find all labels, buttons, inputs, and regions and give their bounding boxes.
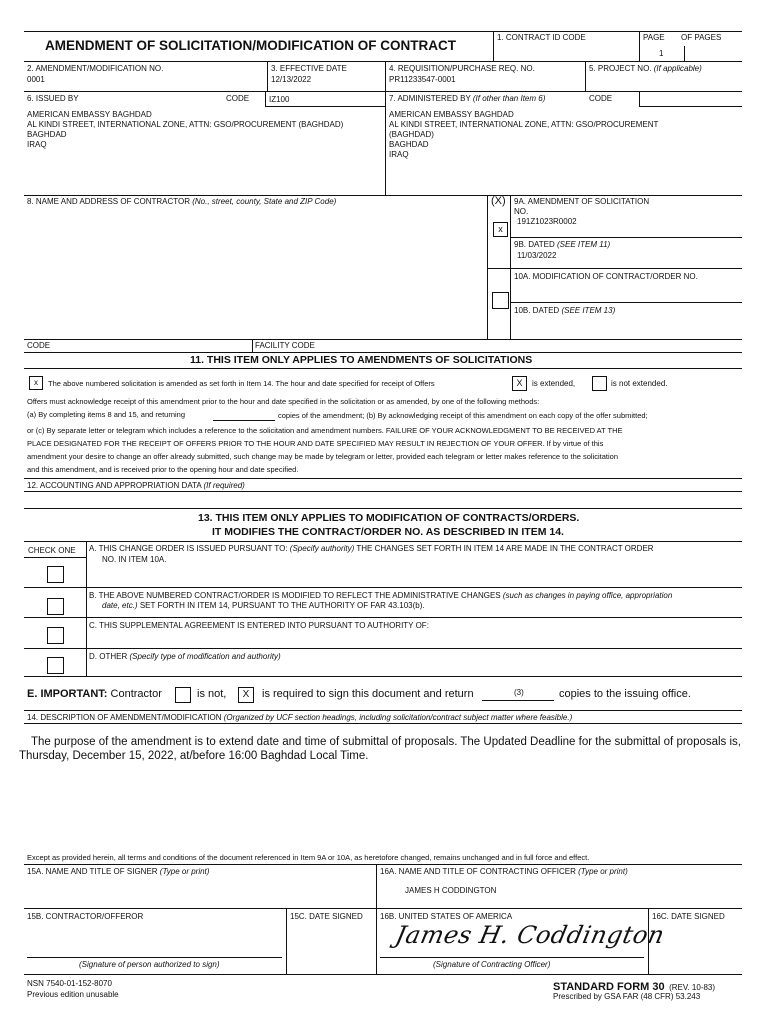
item-12-label: 12. ACCOUNTING AND APPROPRIATION DATA (If required) — [27, 481, 245, 490]
standard-form-label: STANDARD FORM 30 — [553, 981, 665, 993]
requisition-value: PR11233547-0001 — [389, 75, 456, 84]
item-11-line3b: copies of the amendment; (b) By acknowledging receipt of this amendment on each copy of the offer submitted; — [278, 411, 648, 420]
item-13d-checkbox[interactable] — [47, 657, 64, 674]
is-required-label: is required to sign this document and return — [262, 688, 474, 700]
item-11-line4: or (c) By separate letter or telegram which includes a reference to the solicitation and amendment numbers. FAILURE OF YOUR ACKNOWLEDGMENT TO BE RECEIVED AT THE — [27, 426, 623, 435]
of-pages-label: OF PAGES — [681, 33, 722, 42]
check-one-label: CHECK ONE — [28, 546, 76, 555]
item-13a-text2: NO. IN ITEM 10A. — [102, 555, 167, 564]
x-column-label: (X) — [491, 195, 506, 207]
address-line: BAGHDAD — [27, 130, 67, 139]
amendment-no-label: 2. AMENDMENT/MODIFICATION NO. — [27, 64, 164, 73]
contract-id-label: 1. CONTRACT ID CODE — [497, 33, 586, 42]
address-line: BAGHDAD — [389, 140, 429, 149]
copies-text: copies to the issuing office. — [559, 688, 691, 700]
project-no-label: 5. PROJECT NO. (If applicable) — [589, 64, 702, 73]
item-9b-value: 11/03/2022 — [517, 251, 557, 260]
effective-date-value: 12/13/2022 — [271, 75, 312, 84]
not-extended-label: is not extended. — [611, 379, 668, 388]
item-10a-label: 10A. MODIFICATION OF CONTRACT/ORDER NO. — [514, 272, 698, 281]
is-not-label: is not, — [197, 688, 227, 700]
page-value: 1 — [659, 49, 664, 58]
standard-form-rev: (REV. 10-83) — [669, 983, 716, 992]
item-9a-no: NO. — [514, 207, 529, 216]
extended-checkbox[interactable]: X — [512, 376, 527, 391]
item-9a-value: 191Z1023R0002 — [517, 217, 577, 226]
item-13b-checkbox[interactable] — [47, 598, 64, 615]
requisition-label: 4. REQUISITION/PURCHASE REQ. NO. — [389, 64, 535, 73]
item-13c-text: C. THIS SUPPLEMENTAL AGREEMENT IS ENTERED INTO PURSUANT TO AUTHORITY OF: — [89, 621, 429, 630]
item-9-checkbox[interactable]: x — [493, 222, 508, 237]
item-13b-text: B. THE ABOVE NUMBERED CONTRACT/ORDER IS MODIFIED TO REFLECT THE ADMINISTRATIVE CHANGES (such as changes in paying office, appropriation — [89, 591, 673, 600]
item-13b-text2: date, etc.) SET FORTH IN ITEM 14, PURSUANT TO THE AUTHORITY OF FAR 43.103(b). — [102, 601, 425, 610]
item-13a-checkbox[interactable] — [47, 566, 64, 583]
item-11-line3a: (a) By completing items 8 and 15, and returning — [27, 410, 186, 419]
prescribed-by: Prescribed by GSA FAR (48 CFR) 53.243 — [553, 992, 701, 1001]
item-14-label: 14. DESCRIPTION OF AMENDMENT/MODIFICATION (Organized by UCF section headings, including solicitation/contract subject matter where feasible.) — [27, 713, 573, 722]
contractor-label: 8. NAME AND ADDRESS OF CONTRACTOR (No., street, county, State and ZIP Code) — [27, 197, 337, 206]
item-9b-label: 9B. DATED (SEE ITEM 11) — [514, 240, 611, 249]
item-9a-label: 9A. AMENDMENT OF SOLICITATION — [514, 197, 650, 206]
address-line: AMERICAN EMBASSY BAGHDAD — [27, 110, 152, 119]
contractor-code-label: CODE — [27, 341, 51, 350]
copies-blank-line — [213, 420, 275, 421]
date-15c-label: 15C. DATE SIGNED — [290, 912, 363, 921]
administered-by-label: 7. ADMINISTERED BY (If other than Item 6) — [389, 94, 546, 103]
not-extended-checkbox[interactable] — [592, 376, 607, 391]
important-contractor: Contractor — [110, 688, 162, 700]
issued-by-label: 6. ISSUED BY — [27, 94, 79, 103]
item-13-heading-2: IT MODIFIES THE CONTRACT/ORDER NO. AS DESCRIBED IN ITEM 14. — [212, 526, 564, 538]
address-line: (BAGHDAD) — [389, 130, 434, 139]
effective-date-label: 3. EFFECTIVE DATE — [271, 64, 347, 73]
usa-16b-label: 16B. UNITED STATES OF AMERICA — [380, 912, 513, 921]
item-11-line5: PLACE DESIGNATED FOR THE RECEIPT OF OFFERS PRIOR TO THE HOUR AND DATE SPECIFIED MAY RESULT IN REJECTION OF YOUR OFFER. If by virtue of this — [27, 439, 604, 448]
signature-officer-caption: (Signature of Contracting Officer) — [433, 960, 551, 969]
item-11-line1: The above numbered solicitation is amended as set forth in Item 14. The hour and date specified for receipt of Offers — [48, 379, 435, 388]
item-11-line7: and this amendment, and is received prior to the opening hour and date specified. — [27, 465, 299, 474]
nsn-number: NSN 7540-01-152-8070 — [27, 979, 112, 988]
address-line: AL KINDI STREET, INTERNATIONAL ZONE, ATTN: GSO/PROCUREMENT — [389, 120, 659, 129]
officer-16a-label: 16A. NAME AND TITLE OF CONTRACTING OFFICER (Type or print) — [380, 867, 628, 876]
extended-label: is extended, — [532, 379, 576, 388]
signature-line-right — [380, 957, 644, 958]
item-11-line6: amendment your desire to change an offer already submitted, such change may be made by telegram or letter, provided each telegram or letter makes reference to the solicitation — [27, 452, 619, 461]
important-line — [27, 688, 162, 700]
signature-line-left — [27, 957, 282, 958]
address-line: IRAQ — [27, 140, 47, 149]
copies-value: (3) — [514, 688, 524, 697]
address-line: AMERICAN EMBASSY BAGHDAD — [389, 110, 514, 119]
officer-16a-value: JAMES H CODDINGTON — [405, 886, 497, 895]
address-line: IRAQ — [389, 150, 409, 159]
form-title: AMENDMENT OF SOLICITATION/MODIFICATION OF CONTRACT — [45, 38, 456, 53]
item-13-heading-1: 13. THIS ITEM ONLY APPLIES TO MODIFICATION OF CONTRACTS/ORDERS. — [198, 512, 580, 524]
admin-code-label: CODE — [589, 94, 613, 103]
page-label: PAGE — [643, 33, 665, 42]
previous-edition: Previous edition unusable — [27, 990, 119, 999]
issued-code-label: CODE — [226, 94, 250, 103]
item-10b-label: 10B. DATED (SEE ITEM 13) — [514, 306, 616, 315]
amendment-no-value: 0001 — [27, 75, 45, 84]
item-13c-checkbox[interactable] — [47, 627, 64, 644]
address-line: AL KINDI STREET, INTERNATIONAL ZONE, ATTN: GSO/PROCUREMENT (BAGHDAD) — [27, 120, 344, 129]
item-10-checkbox[interactable] — [492, 292, 509, 309]
date-16c-label: 16C. DATE SIGNED — [652, 912, 725, 921]
copies-underline — [482, 700, 554, 701]
officer-signature: James H. Coddington — [393, 921, 668, 949]
important-label: E. IMPORTANT: — [27, 688, 108, 700]
signature-person-caption: (Signature of person authorized to sign) — [79, 960, 220, 969]
issued-code-value: IZ100 — [269, 95, 290, 104]
item-11-heading: 11. THIS ITEM ONLY APPLIES TO AMENDMENTS OF SOLICITATIONS — [190, 354, 533, 366]
signer-15a-label: 15A. NAME AND TITLE OF SIGNER (Type or print) — [27, 867, 210, 876]
contractor-15b-label: 15B. CONTRACTOR/OFFEROR — [27, 912, 144, 921]
is-required-checkbox[interactable]: X — [238, 687, 254, 703]
item-13a-text: A. THIS CHANGE ORDER IS ISSUED PURSUANT TO: (Specify authority) THE CHANGES SET FORTH IN ITEM 14 ARE MADE IN THE CONTRACT ORDER — [89, 544, 654, 553]
item-11-checkbox[interactable]: x — [29, 376, 43, 390]
item-14-body-line1: The purpose of the amendment is to extend date and time of submittal of proposals. The Updated Deadline for the submittal of proposals is, — [31, 736, 742, 748]
item-11-line2: Offers must acknowledge receipt of this amendment prior to the hour and date specified in the solicitation or as amended, by one of the following methods: — [27, 397, 540, 406]
is-not-checkbox[interactable] — [175, 687, 191, 703]
item-13d-text: D. OTHER (Specify type of modification and authority) — [89, 652, 281, 661]
except-text: Except as provided herein, all terms and conditions of the document referenced in Item 9A or 10A, as heretofore changed, remains unchanged and in full force and effect. — [27, 853, 590, 862]
facility-code-label: FACILITY CODE — [255, 341, 315, 350]
item-14-body-line2: Thursday, December 15, 2022, at/before 16:00 Baghdad Local Time. — [19, 750, 369, 762]
